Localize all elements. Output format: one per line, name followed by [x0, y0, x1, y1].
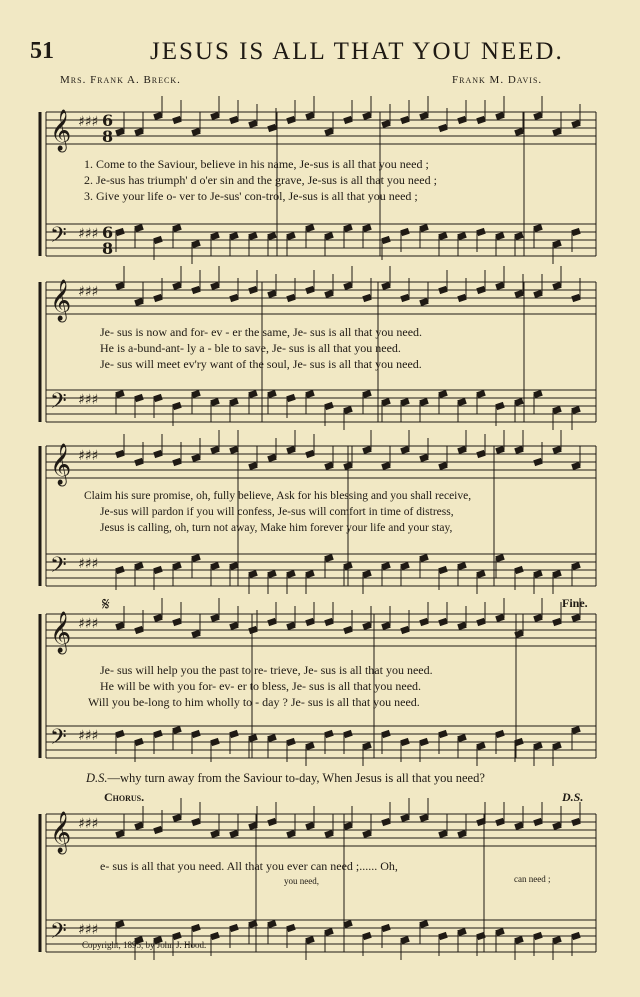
note-head [324, 554, 333, 562]
note-head [115, 450, 124, 458]
note-head [362, 830, 371, 838]
note-head [457, 562, 466, 570]
note-head [286, 394, 295, 402]
note-head [115, 622, 124, 630]
note-head [229, 924, 238, 932]
note-head [438, 932, 447, 940]
note-head [286, 622, 295, 630]
note-head [210, 282, 219, 290]
note-head [134, 562, 143, 570]
note-head [419, 554, 428, 562]
note-head [248, 734, 257, 742]
bass-clef-icon: 𝄢 [50, 223, 67, 253]
note-head [115, 390, 124, 398]
note-head [571, 406, 580, 414]
note-head [172, 726, 181, 734]
note-head [305, 112, 314, 120]
note-head [324, 462, 333, 470]
note-head [267, 454, 276, 462]
note-head [115, 282, 124, 290]
note-head [514, 822, 523, 830]
verse3-line-system4: Will you be-long to him wholly to - day ? Je- sus is all that you need. [88, 695, 420, 709]
note-head [210, 232, 219, 240]
note-head [191, 730, 200, 738]
note-head [419, 454, 428, 462]
note-head [571, 614, 580, 622]
note-head [191, 630, 200, 638]
note-head [267, 124, 276, 132]
note-head [438, 566, 447, 574]
note-head [571, 726, 580, 734]
note-head [419, 920, 428, 928]
note-head [457, 734, 466, 742]
note-head [324, 618, 333, 626]
note-head [248, 232, 257, 240]
bass-clef-icon: 𝄢 [50, 553, 67, 583]
note-head [153, 614, 162, 622]
note-head [343, 224, 352, 232]
verse3-line-system1: 3. Give your life o- ver to Je-sus' con-trol, Je-sus is all that you need ; [84, 189, 418, 203]
note-head [324, 290, 333, 298]
note-head [210, 112, 219, 120]
note-head [457, 446, 466, 454]
note-head [305, 286, 314, 294]
note-head [514, 290, 523, 298]
note-head [438, 286, 447, 294]
note-head [229, 398, 238, 406]
note-head [533, 290, 542, 298]
note-head [381, 398, 390, 406]
note-head [305, 570, 314, 578]
note-head [476, 742, 485, 750]
note-head [514, 232, 523, 240]
verse1-line-system2: Je- sus is now and for- ev - er the same, Je- sus is all that you need. [100, 325, 423, 339]
time-signature: 8 [102, 239, 114, 258]
note-head [495, 554, 504, 562]
note-head [571, 294, 580, 302]
note-head [305, 742, 314, 750]
note-head [438, 462, 447, 470]
note-head [457, 398, 466, 406]
key-signature-icon: ♯♯♯ [78, 922, 99, 938]
note-head [286, 294, 295, 302]
note-head [191, 128, 200, 136]
note-head [438, 618, 447, 626]
verse2-line-system1: 2. Je-sus has triumph' d o'er sin and the grave, Je-sus is all that you need ; [84, 173, 437, 187]
note-head [229, 730, 238, 738]
note-head [324, 928, 333, 936]
ds-marking: D.S. [562, 790, 584, 804]
verse1-line-system4: Je- sus will help you the past to re- trieve, Je- sus is all that you need. [100, 663, 433, 677]
hymn-title: JESUS IS ALL THAT YOU NEED. [150, 38, 564, 65]
note-head [400, 294, 409, 302]
note-head [457, 830, 466, 838]
note-head [172, 932, 181, 940]
note-head [362, 570, 371, 578]
note-head [362, 622, 371, 630]
note-head [533, 614, 542, 622]
note-head [324, 232, 333, 240]
note-head [457, 294, 466, 302]
note-head [153, 294, 162, 302]
bass-clef-icon: 𝄢 [50, 725, 67, 755]
note-head [305, 936, 314, 944]
note-head [533, 742, 542, 750]
note-head [191, 554, 200, 562]
note-head [381, 818, 390, 826]
note-head [419, 224, 428, 232]
note-head [400, 446, 409, 454]
note-head [286, 830, 295, 838]
note-head [153, 394, 162, 402]
note-head [134, 394, 143, 402]
note-head [134, 224, 143, 232]
verse2-line-system2: He is a-bund-ant- ly a - ble to save, Je- sus is all that you need. [100, 341, 401, 355]
key-signature-icon: ♯♯♯ [78, 816, 99, 832]
copyright-notice: Copyright, 1895, by John J. Hood. [82, 940, 207, 950]
note-head [476, 390, 485, 398]
note-head [400, 562, 409, 570]
note-head [400, 626, 409, 634]
note-head [115, 730, 124, 738]
note-head [457, 622, 466, 630]
time-signature: 6 [102, 111, 114, 130]
note-head [153, 730, 162, 738]
note-head [400, 814, 409, 822]
note-head [533, 112, 542, 120]
note-head [115, 228, 124, 236]
note-head [229, 562, 238, 570]
note-head [115, 830, 124, 838]
page-number: 51 [30, 38, 54, 64]
note-head [552, 282, 561, 290]
note-head [476, 286, 485, 294]
note-head [153, 566, 162, 574]
note-head [210, 398, 219, 406]
note-head [134, 298, 143, 306]
note-head [362, 446, 371, 454]
note-head [210, 932, 219, 940]
note-head [571, 228, 580, 236]
note-head [381, 282, 390, 290]
note-head [362, 224, 371, 232]
note-head [362, 742, 371, 750]
note-head [324, 730, 333, 738]
note-head [324, 402, 333, 410]
note-head [286, 232, 295, 240]
treble-clef-icon: 𝄞 [50, 612, 72, 653]
note-head [495, 402, 504, 410]
note-head [286, 924, 295, 932]
note-head [343, 116, 352, 124]
verse1-line-system1: 1. Come to the Saviour, believe in his name, Je-sus is all that you need ; [84, 157, 429, 171]
note-head [229, 116, 238, 124]
note-head [495, 446, 504, 454]
note-head [210, 738, 219, 746]
note-head [172, 224, 181, 232]
note-head [305, 224, 314, 232]
note-head [381, 730, 390, 738]
note-head [248, 120, 257, 128]
time-signature: 6 [102, 223, 114, 242]
note-head [533, 458, 542, 466]
note-head [381, 236, 390, 244]
lyricist-credit: Mrs. Frank A. Breck. [60, 74, 181, 86]
note-head [267, 920, 276, 928]
note-head [571, 562, 580, 570]
fine-marking: Fine. [562, 596, 588, 610]
note-head [191, 240, 200, 248]
note-head [495, 112, 504, 120]
note-head [438, 390, 447, 398]
note-head [476, 570, 485, 578]
note-head [229, 294, 238, 302]
dal-segno-label: D.S. [86, 771, 108, 785]
dal-segno-text: —why turn away from the Saviour to-day, When Jesus is all that you need? [107, 771, 485, 785]
note-head [248, 570, 257, 578]
treble-clef-icon: 𝄞 [50, 110, 72, 151]
note-head [457, 928, 466, 936]
dal-segno-line [86, 770, 485, 786]
note-head [343, 822, 352, 830]
time-signature: 8 [102, 127, 114, 146]
note-head [476, 228, 485, 236]
note-head [514, 398, 523, 406]
note-head [552, 822, 561, 830]
note-head [419, 738, 428, 746]
verse3-line-system2: Je- sus will meet ev'ry want of the soul, Je- sus is all that you need. [100, 357, 422, 371]
note-head [533, 224, 542, 232]
bass-clef-icon: 𝄢 [50, 919, 67, 949]
verse2-line-system4: He will be with you for- ev- er to bless, Je- sus is all that you need. [100, 679, 422, 693]
note-head [172, 814, 181, 822]
chorus-label: Chorus. [104, 790, 145, 804]
note-head [419, 618, 428, 626]
chorus-line: e- sus is all that you need. All that you ever can need ;...... Oh, [100, 859, 398, 873]
note-head [571, 120, 580, 128]
note-head [134, 822, 143, 830]
note-head [191, 454, 200, 462]
note-head [381, 924, 390, 932]
note-head [438, 232, 447, 240]
note-head [514, 128, 523, 136]
note-head [495, 730, 504, 738]
note-head [134, 128, 143, 136]
note-head [210, 446, 219, 454]
note-head [400, 228, 409, 236]
note-head [438, 124, 447, 132]
note-head [533, 390, 542, 398]
note-head [419, 814, 428, 822]
note-head [552, 742, 561, 750]
note-head [419, 112, 428, 120]
treble-clef-icon: 𝄞 [50, 812, 72, 853]
note-head [343, 730, 352, 738]
note-head [362, 932, 371, 940]
note-head [381, 562, 390, 570]
note-head [134, 458, 143, 466]
note-head [400, 738, 409, 746]
note-head [362, 112, 371, 120]
note-head [267, 618, 276, 626]
key-signature-icon: ♯♯♯ [78, 448, 99, 464]
note-head [210, 562, 219, 570]
note-head [381, 622, 390, 630]
note-head [514, 566, 523, 574]
note-head [495, 282, 504, 290]
note-head [552, 128, 561, 136]
note-head [172, 618, 181, 626]
note-head [533, 932, 542, 940]
note-head [153, 236, 162, 244]
note-head [419, 398, 428, 406]
note-head [438, 830, 447, 838]
note-head [533, 570, 542, 578]
note-head [324, 128, 333, 136]
note-head [552, 446, 561, 454]
note-head [172, 402, 181, 410]
note-head [400, 936, 409, 944]
note-head [248, 286, 257, 294]
note-head [400, 116, 409, 124]
note-head [210, 614, 219, 622]
note-head [286, 738, 295, 746]
note-head [153, 450, 162, 458]
note-head [172, 116, 181, 124]
note-head [571, 932, 580, 940]
chorus-echo-1: you need, [284, 876, 319, 886]
key-signature-icon: ♯♯♯ [78, 728, 99, 744]
note-head [229, 622, 238, 630]
note-head [324, 830, 333, 838]
note-head [210, 830, 219, 838]
note-head [267, 818, 276, 826]
note-head [438, 730, 447, 738]
note-head [248, 390, 257, 398]
verse1-line-system3: Claim his sure promise, oh, fully believe, Ask for his blessing and you shall receive, [84, 490, 472, 502]
note-head [495, 928, 504, 936]
note-head [533, 818, 542, 826]
note-head [343, 626, 352, 634]
note-head [229, 232, 238, 240]
note-head [267, 734, 276, 742]
note-head [514, 936, 523, 944]
note-head [115, 566, 124, 574]
note-head [305, 390, 314, 398]
note-head [552, 936, 561, 944]
note-head [191, 286, 200, 294]
note-head [153, 826, 162, 834]
verse2-line-system3: Je-sus will pardon if you will confess, Je-sus will comfort in time of distress, [100, 506, 454, 518]
note-head [229, 446, 238, 454]
note-head [286, 446, 295, 454]
note-head [305, 618, 314, 626]
key-signature-icon: ♯♯♯ [78, 284, 99, 300]
note-head [191, 390, 200, 398]
bass-clef-icon: 𝄢 [50, 389, 67, 419]
note-head [343, 462, 352, 470]
note-head [495, 818, 504, 826]
note-head [476, 116, 485, 124]
composer-credit: Frank M. Davis. [452, 74, 543, 86]
note-head [134, 626, 143, 634]
note-head [552, 618, 561, 626]
note-head [115, 920, 124, 928]
note-head [191, 924, 200, 932]
note-head [343, 920, 352, 928]
note-head [115, 128, 124, 136]
note-head [172, 458, 181, 466]
note-head [552, 570, 561, 578]
key-signature-icon: ♯♯♯ [78, 114, 99, 130]
note-head [419, 298, 428, 306]
treble-clef-icon: 𝄞 [50, 280, 72, 321]
note-head [343, 406, 352, 414]
note-head [552, 406, 561, 414]
note-head [191, 818, 200, 826]
treble-clef-icon: 𝄞 [50, 444, 72, 485]
note-head [153, 112, 162, 120]
note-head [343, 282, 352, 290]
note-head [286, 570, 295, 578]
chorus-echo-2: can need ; [514, 874, 551, 884]
key-signature-icon: ♯♯♯ [78, 392, 99, 408]
key-signature-icon: ♯♯♯ [78, 556, 99, 572]
note-head [495, 614, 504, 622]
verse3-line-system3: Jesus is calling, oh, turn not away, Make him forever your life and your stay, [100, 522, 453, 534]
note-head [476, 450, 485, 458]
note-head [248, 626, 257, 634]
note-head [267, 570, 276, 578]
note-head [552, 240, 561, 248]
note-head [362, 294, 371, 302]
note-head [305, 822, 314, 830]
note-head [267, 232, 276, 240]
note-head [457, 232, 466, 240]
note-head [172, 562, 181, 570]
key-signature-icon: ♯♯♯ [78, 226, 99, 242]
key-signature-icon: ♯♯♯ [78, 616, 99, 632]
note-head [381, 120, 390, 128]
note-head [495, 232, 504, 240]
segno-icon: 𝄋 [102, 594, 110, 615]
note-head [381, 462, 390, 470]
note-head [267, 390, 276, 398]
note-head [400, 398, 409, 406]
note-head [248, 462, 257, 470]
note-head [571, 462, 580, 470]
note-head [286, 116, 295, 124]
note-head [457, 116, 466, 124]
note-head [362, 390, 371, 398]
note-head [229, 830, 238, 838]
note-head [571, 818, 580, 826]
note-head [305, 450, 314, 458]
note-head [343, 562, 352, 570]
note-head [476, 618, 485, 626]
note-head [514, 446, 523, 454]
note-head [172, 282, 181, 290]
note-head [267, 290, 276, 298]
note-head [134, 738, 143, 746]
